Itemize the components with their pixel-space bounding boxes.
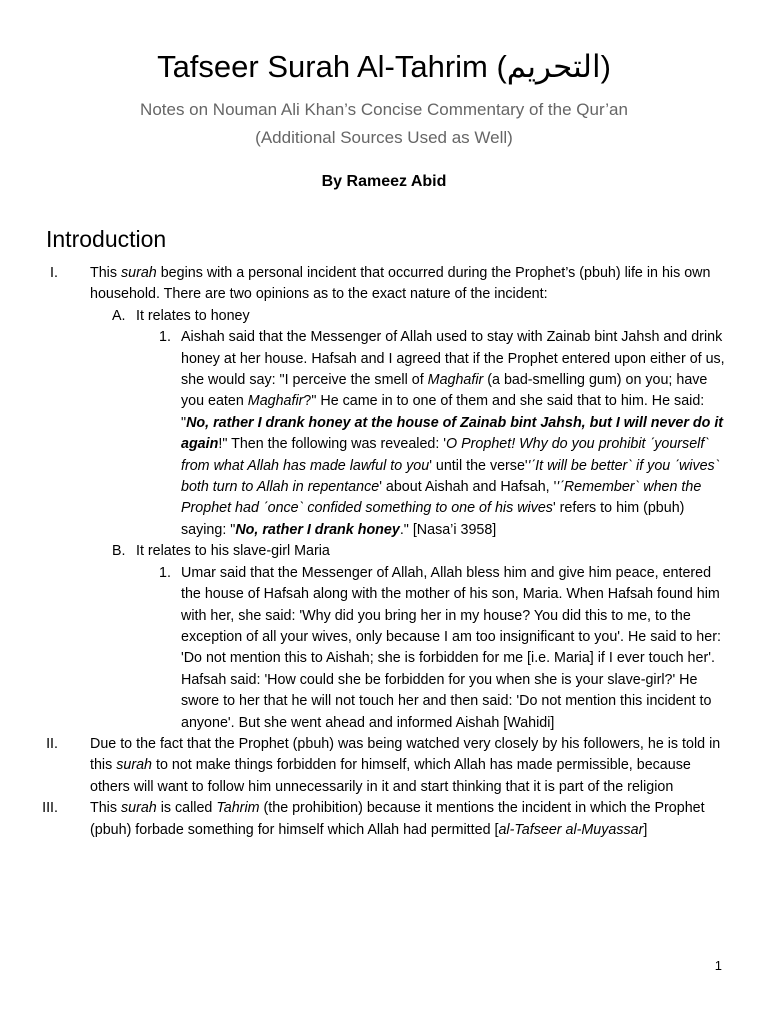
list-item-iii: III. This surah is called Tahrim (the prohibition) because it mentions the incident in which the Prophet (pbuh) forbade something for himself which Allah had permitted [al-Tafseer al-Muyassar]: [90, 798, 730, 841]
list-item-a-1: 1. Aishah said that the Messenger of Allah used to stay with Zainab bint Jahsh and drink honey at her house. Hafsah and I agreed that if the Prophet entered upon either of us, she would say: "I perceive the smell of Maghafir (a bad-smelling gum) on you; have you eaten Maghafir?" He came in to one of them and she said that to him. He said: "No, rather I drank honey at the house of Zainab bint Jahsh, but I will never do it again!" Then the following was revealed: 'O Prophet! Why do you prohibit ˊyourselfˋ from what Allah has made lawful to you' until the verse''ˊIt will be betterˋ if you ˊwivesˋ both turn to Allah in repentance' about Aishah and Hafsah, ''ˊRememberˋ when the Prophet had ˊonceˋ confided something to one of his wives' refers to him (pbuh) saying: "No, rather I drank honey." [Nasa’i 3958]: [159, 329, 725, 538]
list-marker: 1.: [159, 329, 171, 346]
list-item-i: I. This surah begins with a personal incident that occurred during the Prophet’s (pbuh) life in his own household. There are two opinions as to the exact nature of the incident:: [90, 263, 730, 306]
document-subtitle: [0, 96, 768, 152]
list-marker: I.: [50, 265, 58, 281]
list-marker: II.: [46, 735, 58, 752]
section-heading: Introduction: [46, 226, 167, 252]
list-marker: A.: [112, 307, 126, 324]
document-body: [0, 263, 768, 841]
list-item-a: A. It relates to honey: [136, 306, 726, 327]
list-marker: III.: [42, 800, 58, 817]
subtitle-line-2: (Additional Sources Used as Well): [255, 128, 513, 147]
list-item-b-1: 1. Umar said that the Messenger of Allah, Allah bless him and give him peace, entered the house of Hafsah along with the mother of his son, Maria. When Hafsah found him with her, she said: 'Why did you bring her in my house? You did this to me, to the exception of all your wives, only because I am too insignificant to you'. He said to her: 'Do not mention this to Aishah; she is forbidden for me [i.e. Maria] if I ever touch her'. Hafsah said: 'How could she be forbidden for you when she is your slave-girl?' He swore to her that he will not touch her and then said: 'Do not mention this incident to anyone'. But she went ahead and informed Aishah [Wahidi]: [159, 564, 721, 731]
subtitle-line-1: Notes on Nouman Ali Khan’s Concise Commentary of the Qur’an: [140, 100, 628, 119]
list-item-b: B. It relates to his slave-girl Maria: [136, 541, 726, 562]
list-marker: B.: [112, 543, 126, 560]
document-title: Tafseer Surah Al-Tahrim (التحريم): [157, 49, 611, 84]
list-item-ii: II. Due to the fact that the Prophet (pbuh) was being watched very closely by his followers, he is told in this surah to not make things forbidden for himself, which Allah has made permissible, because others will want to follow him unnecessarily in it and start thinking that it is part of the religion: [90, 734, 730, 798]
page-number: 1: [714, 958, 722, 973]
author-byline: By Rameez Abid: [321, 173, 447, 190]
list-marker: 1.: [159, 564, 171, 581]
